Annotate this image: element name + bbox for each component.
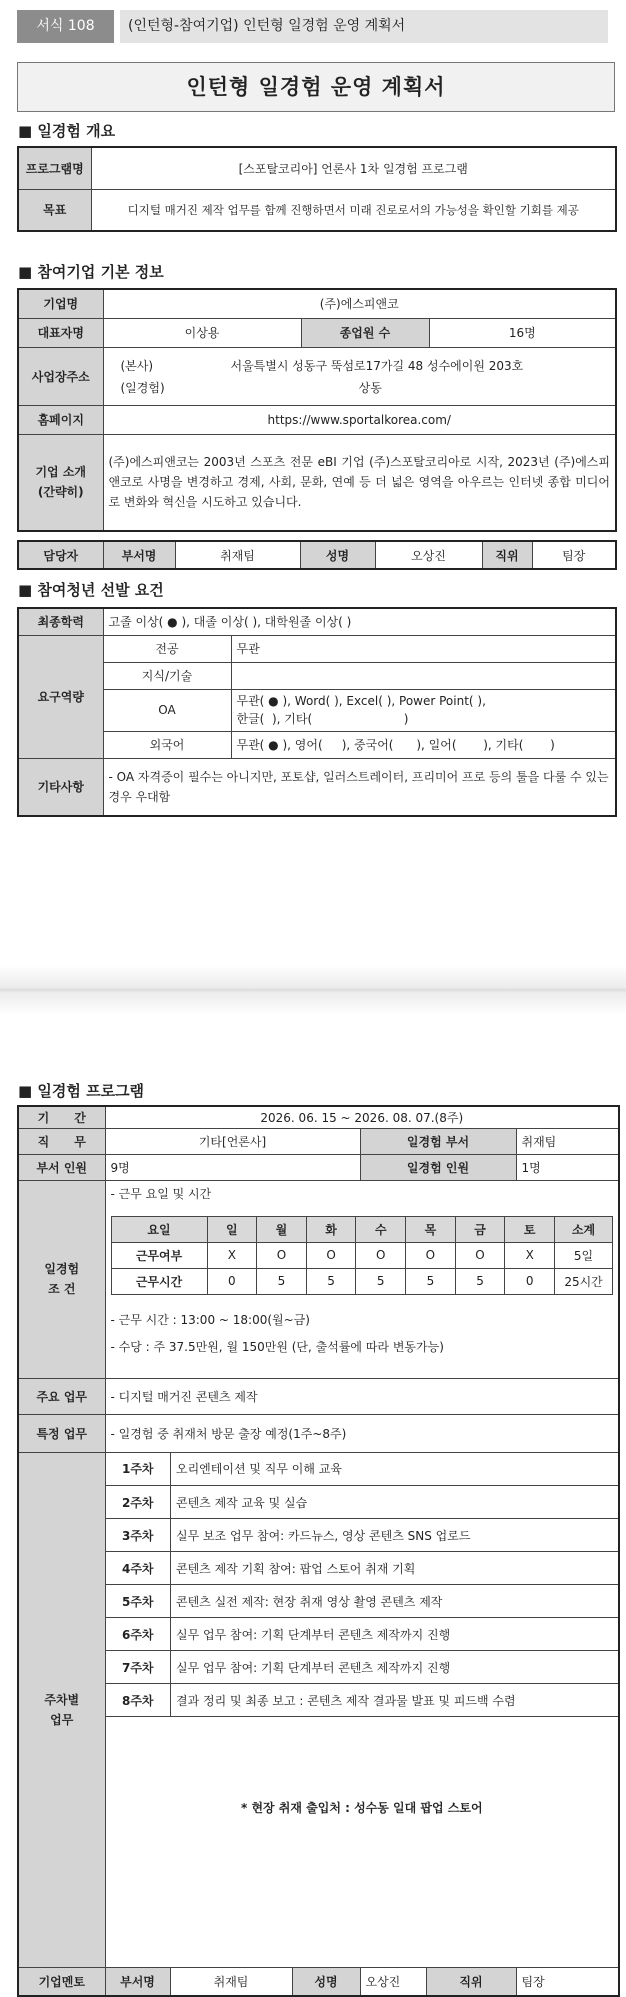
contact-table <box>17 540 617 570</box>
company-name-label: 기업명 <box>18 289 103 318</box>
schedule-cell: O <box>257 1242 307 1268</box>
week-task: 콘텐츠 실전 제작: 현장 취재 영상 촬영 콘텐츠 제작 <box>171 1585 619 1618</box>
program-table <box>17 1105 620 1997</box>
etc-label: 기타사항 <box>18 758 103 816</box>
schedule-cell: 0 <box>505 1268 555 1294</box>
schedule-cell: O <box>306 1242 356 1268</box>
week-number: 7주차 <box>106 1651 171 1684</box>
employees-value: 16명 <box>429 318 616 347</box>
schedule-table <box>111 1216 614 1295</box>
schedule-header-cell: 일 <box>207 1216 257 1242</box>
page-separator <box>0 965 626 1015</box>
schedule-header-cell: 월 <box>257 1216 307 1242</box>
requirements-table <box>17 607 617 817</box>
weekly-tasks-table <box>106 1453 619 1718</box>
company-table <box>17 288 617 532</box>
schedule-header-cell: 목 <box>406 1216 456 1242</box>
dept-value: 취재팀 <box>175 541 300 569</box>
week-row <box>106 1618 619 1651</box>
schedule-header-cell: 금 <box>455 1216 505 1242</box>
mentor-label: 기업멘토 <box>18 1967 105 1996</box>
week-row <box>106 1552 619 1585</box>
pay-info: - 수당 : 주 37.5만원, 월 150만원 (단, 출석률에 따라 변동가능) <box>110 1339 444 1354</box>
conditions-cell <box>105 1180 619 1378</box>
major-value: 무관 <box>231 635 616 662</box>
week-row <box>106 1585 619 1618</box>
address-label: 사업장주소 <box>18 347 103 405</box>
special-duty-value: - 일경험 중 취재처 방문 출장 예정(1주~8주) <box>105 1414 619 1452</box>
ceo-label: 대표자명 <box>18 318 103 347</box>
week-row <box>106 1519 619 1552</box>
schedule-cell: O <box>356 1242 406 1268</box>
schedule-header-cell: 토 <box>505 1216 555 1242</box>
education-value: 고졸 이상( ● ), 대졸 이상( ), 대학원졸 이상( ) <box>103 608 616 635</box>
schedule-cell: 25시간 <box>555 1268 613 1294</box>
oa-value-line2: 한글( ), 기타( ) <box>236 712 409 726</box>
week-row <box>106 1453 619 1486</box>
weekly-label: 주차별 업무 <box>18 1452 105 1967</box>
job-value: 기타[언론사] <box>105 1128 360 1154</box>
schedule-header-cell: 화 <box>306 1216 356 1242</box>
week-number: 2주차 <box>106 1486 171 1519</box>
site-address: 상동 <box>358 380 382 395</box>
person-label: 성명 <box>300 541 375 569</box>
language-value: 무관( ● ), 영어( ), 중국어( ), 일어( ), 기타( ) <box>231 731 616 758</box>
oa-label: OA <box>103 689 231 731</box>
intro-value: (주)에스피앤코는 2003년 스포츠 전문 eBI 기업 (주)스포탈코리아로 시작, 2023년 (주)에스피앤코로 사명을 변경하고 경제, 사회, 문화, 연예 등 더 넓은 영역을 아우르는 인터넷 종합 미디어로 변화와 혁신을 시도하고 있습니다. <box>103 434 616 531</box>
staff-label: 부서 인원 <box>18 1154 105 1180</box>
schedule-cell: 5 <box>455 1268 505 1294</box>
mentor-dept-value: 취재팀 <box>170 1967 292 1996</box>
schedule-row-label: 근무여부 <box>111 1242 207 1268</box>
language-label: 외국어 <box>103 731 231 758</box>
schedule-header-cell: 요일 <box>111 1216 207 1242</box>
job-label: 직 무 <box>18 1128 105 1154</box>
hq-label: (본사) <box>120 358 154 373</box>
homepage-label: 홈페이지 <box>18 405 103 434</box>
schedule-cell: 5 <box>356 1268 406 1294</box>
hq-address: 서울특별시 성동구 뚝섬로17가길 48 성수에이원 203호 <box>230 358 524 373</box>
person-value: 오상진 <box>375 541 482 569</box>
mentor-position-label: 직위 <box>426 1967 516 1996</box>
week-task: 실무 업무 참여: 기획 단계부터 콘텐츠 제작까지 진행 <box>171 1651 619 1684</box>
mentor-name-value: 오상진 <box>360 1967 426 1996</box>
program-name-label: 프로그램명 <box>18 147 91 189</box>
schedule-cell: O <box>406 1242 456 1268</box>
week-number: 3주차 <box>106 1519 171 1552</box>
homepage-link[interactable]: https://www.sportalkorea.com/ <box>103 405 616 434</box>
period-label: 기 간 <box>18 1106 105 1128</box>
position-label: 직위 <box>482 541 532 569</box>
conditions-label: 일경험 조 건 <box>18 1180 105 1378</box>
work-time: - 근무 시간 : 13:00 ~ 18:00(월~금) <box>110 1312 310 1327</box>
weekly-cell <box>105 1452 619 1967</box>
period-value: 2026. 06. 15 ~ 2026. 08. 07.(8주) <box>105 1106 619 1128</box>
form-title: (인턴형-참여기업) 인턴형 일경험 운영 계획서 <box>120 10 608 43</box>
schedule-hours-row <box>111 1268 613 1294</box>
section-title-company: ■ 참여기업 기본 정보 <box>18 263 164 281</box>
mentor-dept-label: 부서명 <box>105 1967 170 1996</box>
employees-label: 종업원 수 <box>301 318 429 347</box>
schedule-cell: 5 <box>406 1268 456 1294</box>
schedule-header-cell: 수 <box>356 1216 406 1242</box>
competency-label: 요구역량 <box>18 635 103 758</box>
schedule-header-row <box>111 1216 613 1242</box>
main-duty-value: - 디지털 매거진 콘텐츠 제작 <box>105 1378 619 1414</box>
education-label: 최종학력 <box>18 608 103 635</box>
schedule-cell: X <box>505 1242 555 1268</box>
schedule-row-label: 근무시간 <box>111 1268 207 1294</box>
week-number: 1주차 <box>106 1453 171 1486</box>
address-cell <box>103 347 616 405</box>
overview-table <box>17 146 617 232</box>
intro-label: 기업 소개 (간략히) <box>18 434 103 531</box>
company-name-value: (주)에스피앤코 <box>103 289 616 318</box>
intern-dept-label: 일경험 부서 <box>360 1128 516 1154</box>
skill-label: 지식/기술 <box>103 662 231 689</box>
site-label: (일경험) <box>120 380 165 395</box>
schedule-cell: 5 <box>306 1268 356 1294</box>
section-title-overview: ■ 일경험 개요 <box>18 122 116 140</box>
schedule-workday-row <box>111 1242 613 1268</box>
intern-dept-value: 취재팀 <box>516 1128 619 1154</box>
week-row <box>106 1486 619 1519</box>
week-task: 실무 업무 참여: 기획 단계부터 콘텐츠 제작까지 진행 <box>171 1618 619 1651</box>
oa-value-line1: 무관( ● ), Word( ), Excel( ), Power Point( ), <box>236 694 486 708</box>
week-row <box>106 1684 619 1717</box>
position-value: 팀장 <box>532 541 616 569</box>
schedule-cell: X <box>207 1242 257 1268</box>
goal-label: 목표 <box>18 189 91 231</box>
interns-value: 1명 <box>516 1154 619 1180</box>
mentor-name-label: 성명 <box>292 1967 360 1996</box>
week-number: 4주차 <box>106 1552 171 1585</box>
week-task: 결과 정리 및 최종 보고 : 콘텐츠 제작 결과물 발표 및 피드백 수렴 <box>171 1684 619 1717</box>
interns-label: 일경험 인원 <box>360 1154 516 1180</box>
skill-value <box>231 662 616 689</box>
goal-value: 디지털 매거진 제작 업무를 함께 진행하면서 미래 진로로서의 가능성을 확인할 기회를 제공 <box>91 189 616 231</box>
week-task: 오리엔테이션 및 직무 이해 교육 <box>171 1453 619 1486</box>
week-task: 콘텐츠 제작 교육 및 실습 <box>171 1486 619 1519</box>
staff-value: 9명 <box>105 1154 360 1180</box>
schedule-cell: 0 <box>207 1268 257 1294</box>
etc-value: - OA 자격증이 필수는 아니지만, 포토샵, 일러스트레이터, 프리미어 프로 등의 툴을 다룰 수 있는 경우 우대함 <box>103 758 616 816</box>
document-title: 인턴형 일경험 운영 계획서 <box>17 62 615 112</box>
week-number: 8주차 <box>106 1684 171 1717</box>
manager-label: 담당자 <box>18 541 103 569</box>
section-title-program: ■ 일경험 프로그램 <box>18 1082 145 1100</box>
section-title-requirements: ■ 참여청년 선발 요건 <box>18 581 164 599</box>
main-duty-label: 주요 업무 <box>18 1378 105 1414</box>
program-name-value: [스포탈코리아] 언론사 1차 일경험 프로그램 <box>91 147 616 189</box>
dept-label: 부서명 <box>103 541 175 569</box>
week-task: 실무 보조 업무 참여: 카드뉴스, 영상 콘텐츠 SNS 업로드 <box>171 1519 619 1552</box>
location-note: * 현장 취재 출입처 : 성수동 일대 팝업 스토어 <box>240 1801 483 1815</box>
ceo-value: 이상용 <box>103 318 301 347</box>
oa-value <box>231 689 616 731</box>
week-task: 콘텐츠 제작 기획 참여: 팝업 스토어 취재 기획 <box>171 1552 619 1585</box>
schedule-cell: 5일 <box>555 1242 613 1268</box>
form-number-badge: 서식 108 <box>17 10 114 43</box>
major-label: 전공 <box>103 635 231 662</box>
week-row <box>106 1651 619 1684</box>
special-duty-label: 특정 업무 <box>18 1414 105 1452</box>
mentor-position-value: 팀장 <box>516 1967 619 1996</box>
schedule-cell: 5 <box>257 1268 307 1294</box>
schedule-cell: O <box>455 1242 505 1268</box>
week-number: 6주차 <box>106 1618 171 1651</box>
conditions-heading: - 근무 요일 및 시간 <box>110 1186 212 1201</box>
schedule-header-cell: 소계 <box>555 1216 613 1242</box>
week-number: 5주차 <box>106 1585 171 1618</box>
